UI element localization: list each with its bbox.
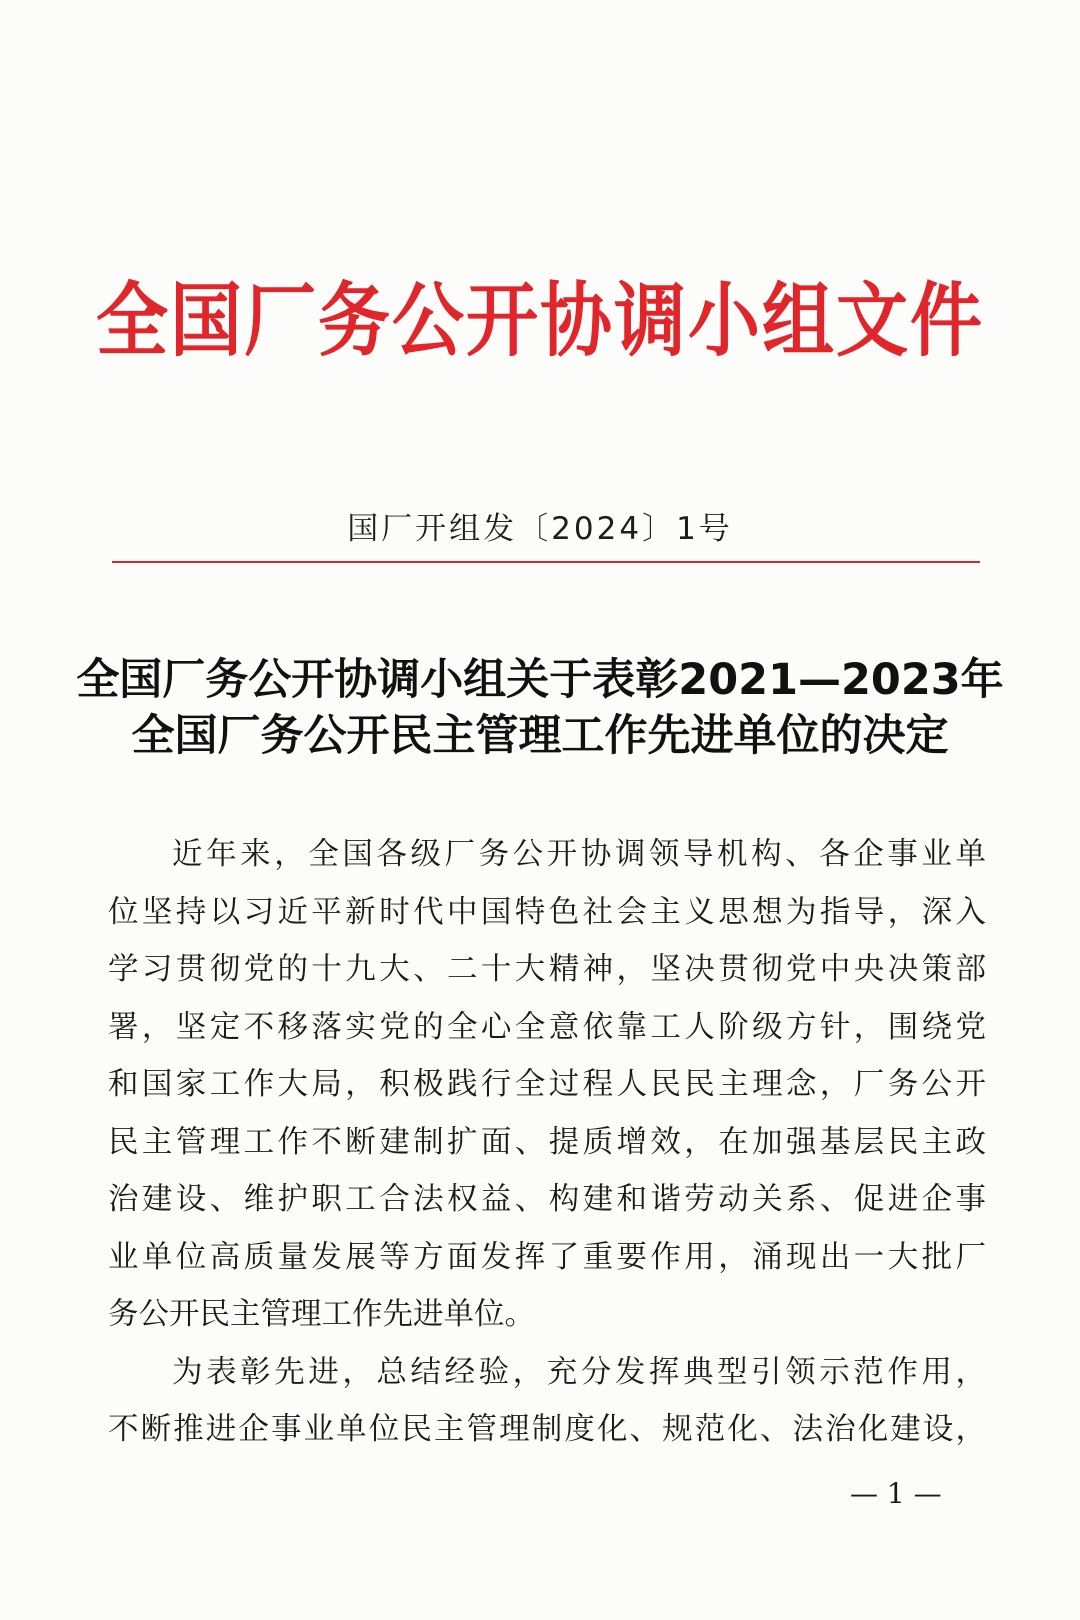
document-title bbox=[0, 652, 1080, 764]
body-line: 务公开民主管理工作先进单位。 bbox=[108, 1297, 535, 1332]
body-text bbox=[108, 826, 986, 1459]
body-line: 学习贯彻党的十九大、二十大精神，坚决贯彻党中央决策部 bbox=[108, 952, 986, 987]
body-line: 治建设、维护职工合法权益、构建和谐劳动关系、促进企事 bbox=[108, 1182, 986, 1217]
body-line: 署，坚定不移落实党的全心全意依靠工人阶级方针，围绕党 bbox=[108, 1009, 986, 1045]
title-line-1: 全国厂务公开协调小组关于表彰2021—2023年 bbox=[76, 655, 1004, 705]
document-number: 国厂开组发〔2024〕1号 bbox=[347, 511, 733, 547]
body-line: 民主管理工作不断建制扩面、提质增效，在加强基层民主政 bbox=[108, 1124, 986, 1160]
title-line-2: 全国厂务公开民主管理工作先进单位的决定 bbox=[131, 711, 949, 761]
body-line: 近年来，全国各级厂务公开协调领导机构、各企事业单 bbox=[172, 837, 986, 872]
page-number: — 1 — bbox=[850, 1477, 942, 1510]
body-line: 和国家工作大局，积极践行全过程人民民主理念，厂务公开 bbox=[108, 1067, 986, 1102]
masthead-title: 全国厂务公开协调小组文件 bbox=[95, 273, 984, 368]
body-line: 为表彰先进，总结经验，充分发挥典型引领示范作用， bbox=[172, 1354, 986, 1390]
body-line: 业单位高质量发展等方面发挥了重要作用，涌现出一大批厂 bbox=[108, 1239, 986, 1275]
body-line: 位坚持以习近平新时代中国特色社会主义思想为指导，深入 bbox=[108, 894, 986, 930]
body-line: 不断推进企事业单位民主管理制度化、规范化、法治化建设， bbox=[108, 1412, 986, 1447]
red-separator-line bbox=[112, 561, 980, 563]
